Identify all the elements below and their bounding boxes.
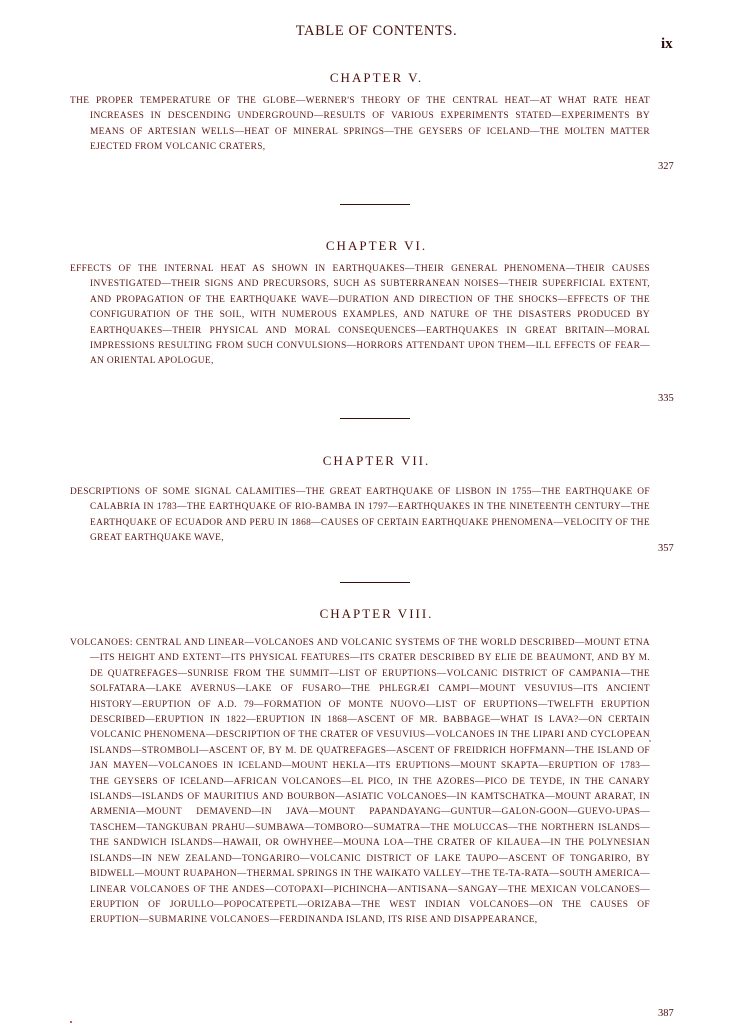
section-divider bbox=[340, 418, 410, 419]
chapter-5-heading: CHAPTER V. bbox=[329, 70, 424, 85]
chapter-7-heading: CHAPTER VII. bbox=[322, 453, 431, 468]
chapter-8-summary: VOLCANOES: CENTRAL AND LINEAR—VOLCANOES AND VOLCANIC SYSTEMS OF THE WORLD DESCRIBED—MOUNT ETNA—ITS HEIGHT AND EXTENT—ITS PHYSICAL FEATURES—ITS CRATER DESCRIBED BY ELIE DE BEAUMONT, AND BY M. DE QUATREFAGES—SUNRISE FROM THE SUMMIT—LIST OF ERUPTIONS—VOLCANIC DISTRICT OF CAMPANIA—THE SOLFATARA—LAKE AVERNUS—LAKE OF FUSARO—THE PHLEGRÆI CAMPI—MOUNT VESUVIUS—ITS ANCIENT HISTORY—ERUPTION OF A.D. 79—FORMATION OF MONTE NUOVO—LIST OF ERUPTIONS—TWELFTH ERUPTION DESCRIBED—ERUPTION IN 1822—ERUPTION IN 1868—ASCENT OF MR. BABBAGE—WHAT IS LAVA?—ON CERTAIN VOLCANIC PHENOMENA—DESCRIPTION OF THE CRATER OF VESUVIUS—VOLCANOES IN THE LIPARI AND CYCLOPEAN ISLANDS—STROMBOLI—ASCENT OF, BY M. DE QUATREFAGES—ASCENT OF FREIDRICH HOFFMANN—THE ISLAND OF JAN MAYEN—VOLCANOES IN ICELAND—MOUNT HEKLA—ITS ERUPTIONS—MOUNT SKAPTA—ERUPTION OF 1783—THE GEYSERS OF ICELAND—AFRICAN VOLCANOES—EL PICO, IN THE AZORES—PICO DE TEYDE, IN THE CANARY ISLANDS—ISLANDS OF MAURITIUS AND BOURBON—ASIATIC VOLCANOES—IN KAMTSCHATKA—MOUNT ARARAT, IN ARMENIA—MOUNT DEMAVEND—IN JAVA—MOUNT PAPANDAYANG—GUNTUR—GALON-GOON—GUEVO-UPAS—TASCHEM—TANGKUBAN PRAHU—SUMBAWA—TOMBORO—SUMATRA—THE MOLUCCAS—THE NORTHERN ISLANDS—THE SANDWICH ISLANDS—HAWAII, OR OWHYHEE—MOUNA LOA—THE CRATER OF KILAUEA—IN THE POLYNESIAN ISLANDS—IN NEW ZEALAND—TONGARIRO—VOLCANIC DISTRICT OF LAKE TAUPO—ASCENT OF TONGARIRO, BY BIDWELL—MOUNT RUAPAHON—THERMAL SPRINGS IN THE WAIKATO VALLEY—THE TE-TA-RATA—SOUTH AMERICA—LINEAR VOLCANOES OF THE ANDES—COTOPAXI—PICHINCHA—ANTISANA—SANGAY—THE MEXICAN VOLCANOES—ERUPTION OF JORULLO—POPOCATEPETL—ORIZABA—THE WEST INDIAN VOLCANOES—ON THE CAUSES OF ERUPTION—SUBMARINE VOLCANOES—FERDINANDA ISLAND, ITS RISE AND DISAPPEARANCE, bbox=[70, 638, 650, 926]
ink-speck bbox=[70, 1021, 72, 1023]
ink-speck bbox=[649, 740, 651, 742]
chapter-8-heading: CHAPTER VIII. bbox=[319, 606, 434, 621]
page-number: ix bbox=[661, 36, 673, 52]
chapter-7-summary: DESCRIPTIONS OF SOME SIGNAL CALAMITIES—THE GREAT EARTHQUAKE OF LISBON IN 1755—THE EARTHQUAKE OF CALABRIA IN 1783—THE EARTHQUAKE OF RIO-BAMBA IN 1797—EARTHQUAKES IN THE NINETEENTH CENTURY—THE EARTHQUAKE OF ECUADOR AND PERU IN 1868—CAUSES OF CERTAIN EARTHQUAKE PHENOMENA—VELOCITY OF THE GREAT EARTHQUAKE WAVE, bbox=[70, 487, 650, 544]
section-divider bbox=[340, 582, 410, 583]
chapter-5-summary: THE PROPER TEMPERATURE OF THE GLOBE—WERNER'S THEORY OF THE CENTRAL HEAT—AT WHAT RATE HEAT INCREASES IN DESCENDING UNDERGROUND—RESULTS OF VARIOUS EXPERIMENTS STATED—EXPERIMENTS BY MEANS OF ARTESIAN WELLS—HEAT OF MINERAL SPRINGS—THE GEYSERS OF ICELAND—THE MOLTEN MATTER EJECTED FROM VOLCANIC CRATERS, bbox=[70, 96, 650, 153]
chapter-6-summary: EFFECTS OF THE INTERNAL HEAT AS SHOWN IN EARTHQUAKES—THEIR GENERAL PHENOMENA—THEIR CAUSES INVESTIGATED—THEIR SIGNS AND PRECURSORS, SUCH AS SUBTERRANEAN NOISES—THEIR SUPERFICIAL EXTENT, AND PROPAGATION OF THE EARTHQUAKE WAVE—DURATION AND DIRECTION OF THE SHOCKS—EFFECTS OF THE CONFIGURATION OF THE SOIL, WITH NUMEROUS EXAMPLES, AND NATURE OF THE DISASTERS PRODUCED BY EARTHQUAKES—THEIR PHYSICAL AND MORAL CONSEQUENCES—EARTHQUAKES IN GREAT BRITAIN—MORAL IMPRESSIONS RESULTING FROM SUCH CONVULSIONS—HORRORS ATTENDANT UPON THEM—ILL EFFECTS OF FEAR—AN ORIENTAL APOLOGUE, bbox=[70, 264, 650, 367]
running-title: TABLE OF CONTENTS. bbox=[295, 23, 458, 39]
section-divider bbox=[340, 204, 410, 205]
chapter-8-page: 387 bbox=[658, 1008, 674, 1019]
chapter-6-heading: CHAPTER VI. bbox=[325, 238, 428, 253]
chapter-7-page: 357 bbox=[658, 543, 674, 554]
chapter-6-page: 335 bbox=[658, 393, 674, 404]
chapter-5-page: 327 bbox=[658, 161, 674, 172]
